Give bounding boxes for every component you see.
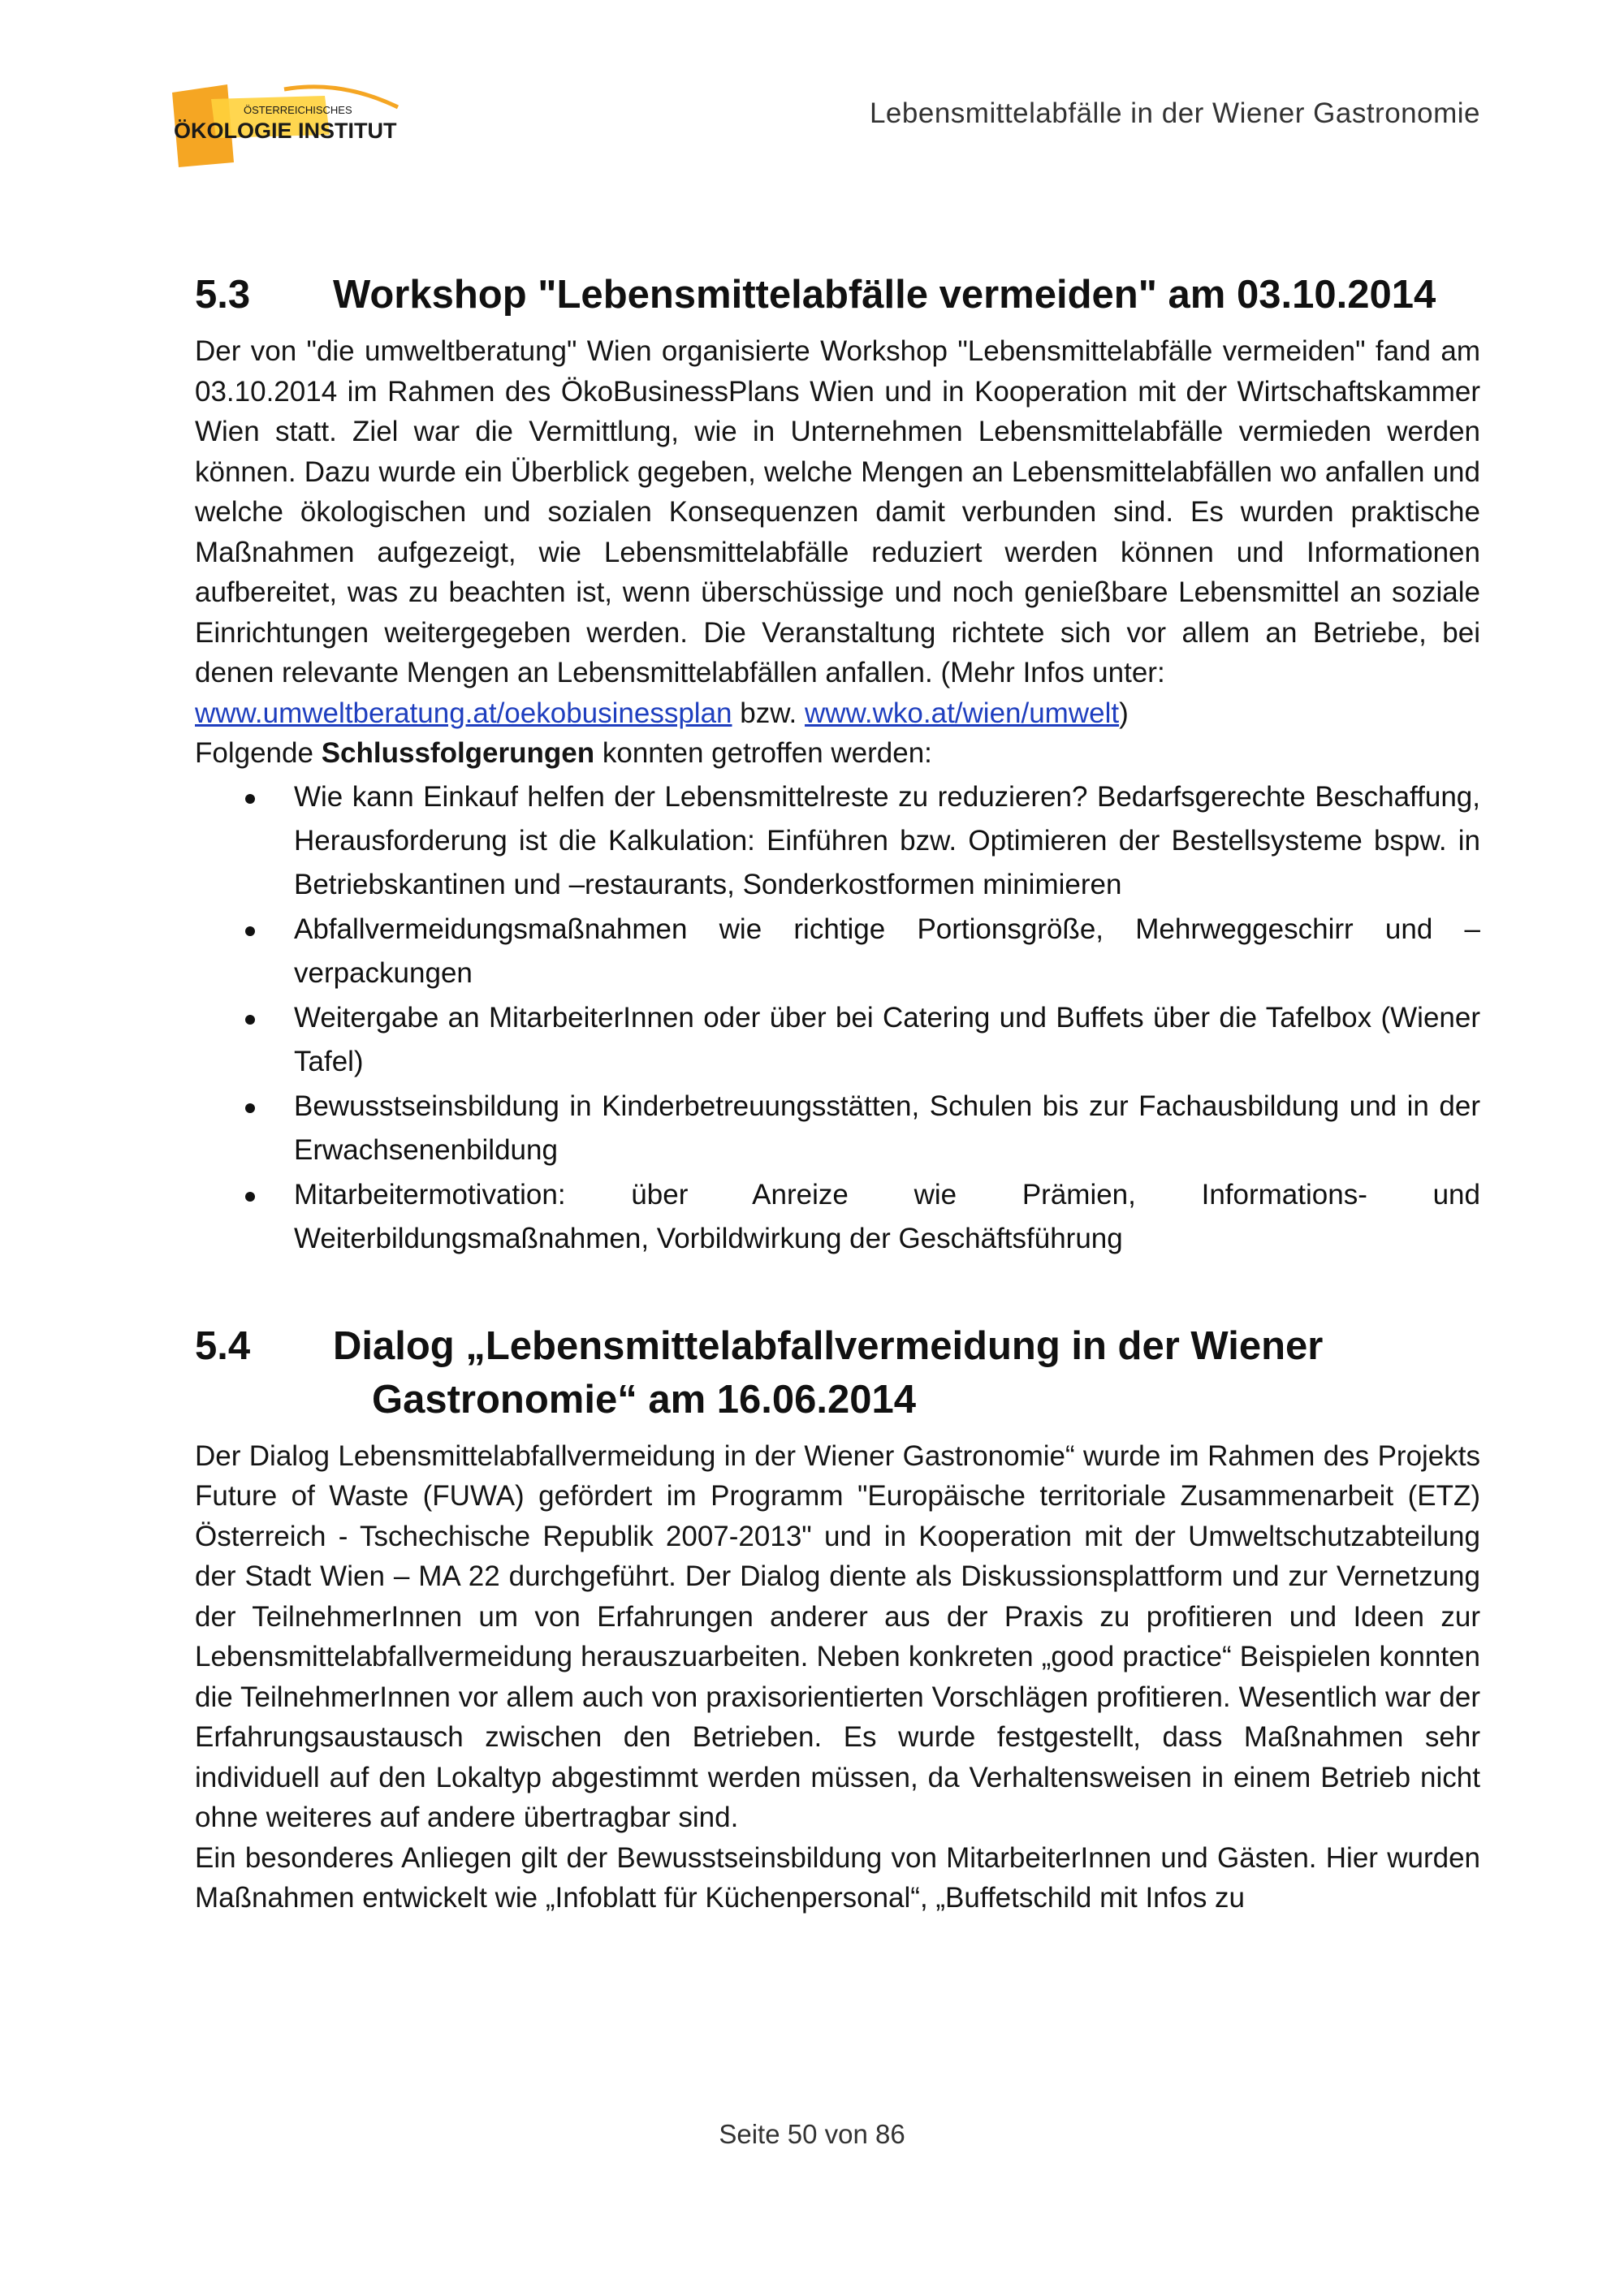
section-5-4-heading <box>195 1319 1480 1426</box>
list-item <box>195 1173 1480 1261</box>
list-item <box>195 996 1480 1084</box>
section-5-3-paragraph <box>195 331 1480 774</box>
organization-logo <box>162 75 414 172</box>
conclusions-intro-post: konnten getroffen werden: <box>602 737 932 769</box>
bullet-icon <box>245 926 255 936</box>
bullet-icon <box>245 1015 255 1025</box>
logo-line2: ÖKOLOGIE INSTITUT <box>174 119 397 143</box>
list-item-text: Mitarbeitermotivation: über Anreize wie Prämien, Informations- und Weiterbildungsmaßnahmen, Vorbildwirkung der Geschäftsführung <box>294 1178 1480 1254</box>
wko-link[interactable]: www.wko.at/wien/umwelt <box>805 697 1120 729</box>
list-item-text: Bewusstseinsbildung in Kinderbetreuungsstätten, Schulen bis zur Fachausbildung und in der Erwachsenenbildung <box>294 1090 1480 1166</box>
umweltberatung-link[interactable]: www.umweltberatung.at/oekobusinessplan <box>195 697 732 729</box>
close-paren: ) <box>1119 697 1129 729</box>
list-item <box>195 908 1480 995</box>
list-item-text: Wie kann Einkauf helfen der Lebensmittelreste zu reduzieren? Bedarfsgerechte Beschaffung, Herausforderung ist die Kalkulation: Einführen bzw. Optimieren der Bestellsysteme bspw. in Betriebskantinen und –restaurants, Sonderkostformen minimieren <box>294 780 1480 900</box>
conclusions-list <box>195 775 1480 1261</box>
section-title: Dialog „Lebensmittelabfallvermeidung in der Wiener Gastronomie“ am 16.06.2014 <box>333 1323 1324 1422</box>
bullet-icon <box>245 794 255 804</box>
list-item <box>195 775 1480 907</box>
running-header-title: Lebensmittelabfälle in der Wiener Gastronomie <box>869 97 1480 129</box>
section-title: Workshop "Lebensmittelabfälle vermeiden" am 03.10.2014 <box>333 273 1436 317</box>
list-item-text: Abfallvermeidungsmaßnahmen wie richtige Portionsgröße, Mehrweggeschirr und –verpackungen <box>294 913 1480 989</box>
bullet-icon <box>245 1103 255 1113</box>
conclusions-intro-pre: Folgende <box>195 737 313 769</box>
logo-graphic <box>162 75 414 172</box>
bullet-icon <box>245 1192 255 1202</box>
list-item <box>195 1085 1480 1172</box>
paragraph-text: Der von "die umweltberatung" Wien organisierte Workshop "Lebensmittelabfälle vermeiden" fand am 03.10.2014 im Rahmen des ÖkoBusinessPlans Wien und in Kooperation mit der Wirtschaftskammer Wien statt. Ziel war die Vermittlung, wie in Unternehmen Lebensmittelabfälle vermieden werden können. Dazu wurde ein Überblick gegeben, welche Mengen an Lebensmittelabfällen wo anfallen und welche ökologischen und sozialen Konsequenzen damit verbunden sind. Es wurden praktische Maßnahmen aufgezeigt, wie Lebensmittelabfälle reduziert werden können und Informationen aufbereitet, was zu beachten ist, wenn überschüssige und noch genießbare Lebensmittel an soziale Einrichtungen weitergegeben werden. Die Veranstaltung richtete sich vor allem an Betriebe, bei denen relevante Mengen an Lebensmittelabfällen anfallen. (Mehr Infos unter: <box>195 335 1480 688</box>
list-item-text: Weitergabe an MitarbeiterInnen oder über bei Catering und Buffets über die Tafelbox (Wiener Tafel) <box>294 1001 1480 1077</box>
logo-line1: ÖSTERREICHISCHES <box>244 104 352 116</box>
between-links-text: bzw. <box>740 697 797 729</box>
conclusions-bold: Schlussfolgerungen <box>321 737 595 769</box>
page-number: Seite 50 von 86 <box>719 2119 905 2149</box>
section-5-4-paragraph-1: Der Dialog Lebensmittelabfallvermeidung in der Wiener Gastronomie“ wurde im Rahmen des Projekts Future of Waste (FUWA) gefördert im Programm "Europäische territoriale Zusammenarbeit (ETZ) Österreich - Tschechische Republik 2007-2013" und in Kooperation mit der Umweltschutzabteilung der Stadt Wien – MA 22 durchgeführt. Der Dialog diente als Diskussionsplattform und zur Vernetzung der TeilnehmerInnen um von Erfahrungen anderer aus der Praxis zu profitieren und Ideen zur Lebensmittelabfallvermeidung herauszuarbeiten. Neben konkreten „good practice“ Beispielen konnten die TeilnehmerInnen vor allem auch von praxisorientierten Vorschlägen profitieren. Wesentlich war der Erfahrungsaustausch zwischen den Betrieben. Es wurde festgestellt, dass Maßnahmen sehr individuell auf den Lokaltyp abgestimmt werden müssen, da Verhaltensweisen in einem Betrieb nicht ohne weiteres auf andere übertragbar sind. <box>195 1439 1480 1833</box>
section-5-4-paragraph-2: Ein besonderes Anliegen gilt der Bewusstseinsbildung von MitarbeiterInnen und Gästen. Hier wurden Maßnahmen entwickelt wie „Infoblatt für Küchenpersonal“, „Buffetschild mit Infos zu <box>195 1841 1480 1914</box>
page-content <box>195 260 1480 1918</box>
section-5-3-heading <box>195 268 1480 322</box>
section-number: 5.4 <box>195 1323 251 1368</box>
section-number: 5.3 <box>195 273 251 317</box>
